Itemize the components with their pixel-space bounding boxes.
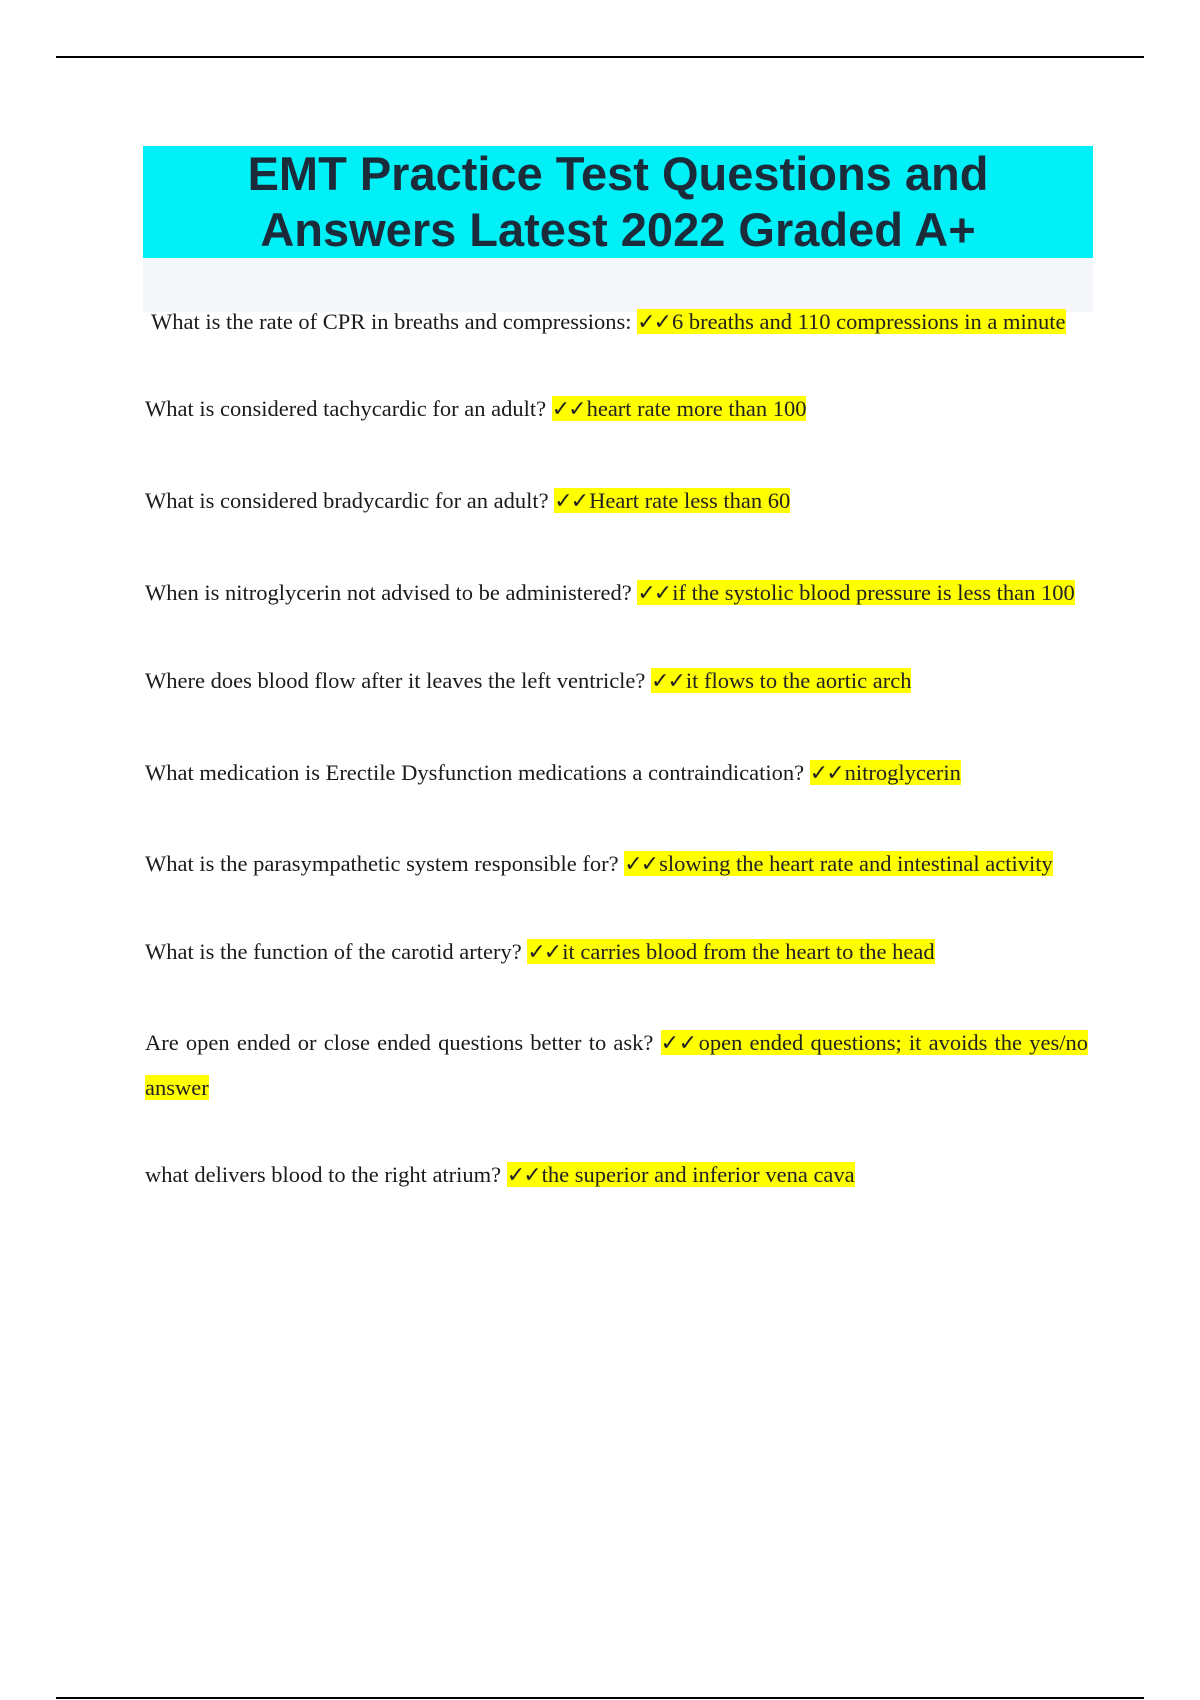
question-text: What medication is Erectile Dysfunction medications a contraindication? (145, 760, 805, 785)
double-check-icon: ✓✓ (527, 940, 561, 965)
answer-text: it carries blood from the heart to the head (562, 939, 935, 964)
answer-highlight (651, 668, 911, 693)
title-line-2: Answers Latest 2022 Graded A+ (260, 203, 976, 256)
answer-highlight (552, 396, 807, 421)
title-line-1: EMT Practice Test Questions and (247, 147, 989, 200)
answer-text: 6 breaths and 110 compressions in a minute (672, 309, 1066, 334)
qa-item-5 (145, 659, 1088, 704)
question-text: what delivers blood to the right atrium? (145, 1162, 502, 1187)
title-panel (143, 146, 1093, 312)
answer-text: nitroglycerin (844, 760, 961, 785)
bottom-rule (56, 1697, 1144, 1699)
qa-item-1 (151, 300, 1088, 345)
question-text: Are open ended or close ended questions better to ask? (145, 1030, 654, 1055)
answer-text: heart rate more than 100 (586, 396, 807, 421)
double-check-icon: ✓✓ (506, 1163, 540, 1188)
answer-highlight (527, 939, 934, 964)
double-check-icon: ✓✓ (554, 489, 588, 514)
answer-text: if the systolic blood pressure is less than 100 (672, 580, 1075, 605)
answer-highlight (637, 580, 1074, 605)
question-text: Where does blood flow after it leaves the left ventricle? (145, 668, 646, 693)
answer-highlight (624, 851, 1053, 876)
double-check-icon: ✓✓ (637, 310, 671, 335)
answer-text: Heart rate less than 60 (589, 488, 791, 513)
question-text: What is considered tachycardic for an adult? (145, 396, 547, 421)
qa-item-10 (145, 1153, 1088, 1198)
top-rule (56, 56, 1144, 58)
qa-list (145, 300, 1088, 1198)
answer-text: the superior and inferior vena cava (541, 1162, 855, 1187)
answer-highlight (637, 309, 1065, 334)
double-check-icon: ✓✓ (624, 852, 658, 877)
qa-item-7 (145, 842, 1088, 887)
qa-item-6 (145, 751, 1088, 796)
question-text: What is considered bradycardic for an adult? (145, 488, 549, 513)
answer-text: open ended questions; it avoids the yes/no answer (145, 1030, 1088, 1100)
qa-item-8 (145, 930, 1088, 975)
double-check-icon: ✓✓ (651, 669, 684, 694)
answer-highlight (810, 760, 961, 785)
qa-item-9 (145, 1021, 1088, 1110)
qa-item-2 (145, 387, 1088, 432)
qa-item-3 (145, 479, 1088, 524)
answer-highlight (554, 488, 790, 513)
question-text: What is the function of the carotid artery? (145, 939, 522, 964)
answer-text: it flows to the aortic arch (685, 668, 912, 693)
double-check-icon: ✓✓ (809, 761, 843, 786)
question-text: When is nitroglycerin not advised to be administered? (145, 580, 632, 605)
double-check-icon: ✓✓ (660, 1031, 697, 1056)
answer-text: slowing the heart rate and intestinal activity (659, 851, 1053, 876)
answer-highlight (507, 1162, 855, 1187)
question-text: What is the rate of CPR in breaths and compressions: (151, 309, 632, 334)
document-title (143, 146, 1093, 258)
qa-item-4 (145, 571, 1088, 616)
double-check-icon: ✓✓ (551, 397, 585, 422)
double-check-icon: ✓✓ (637, 581, 671, 606)
question-text: What is the parasympathetic system responsible for? (145, 851, 619, 876)
